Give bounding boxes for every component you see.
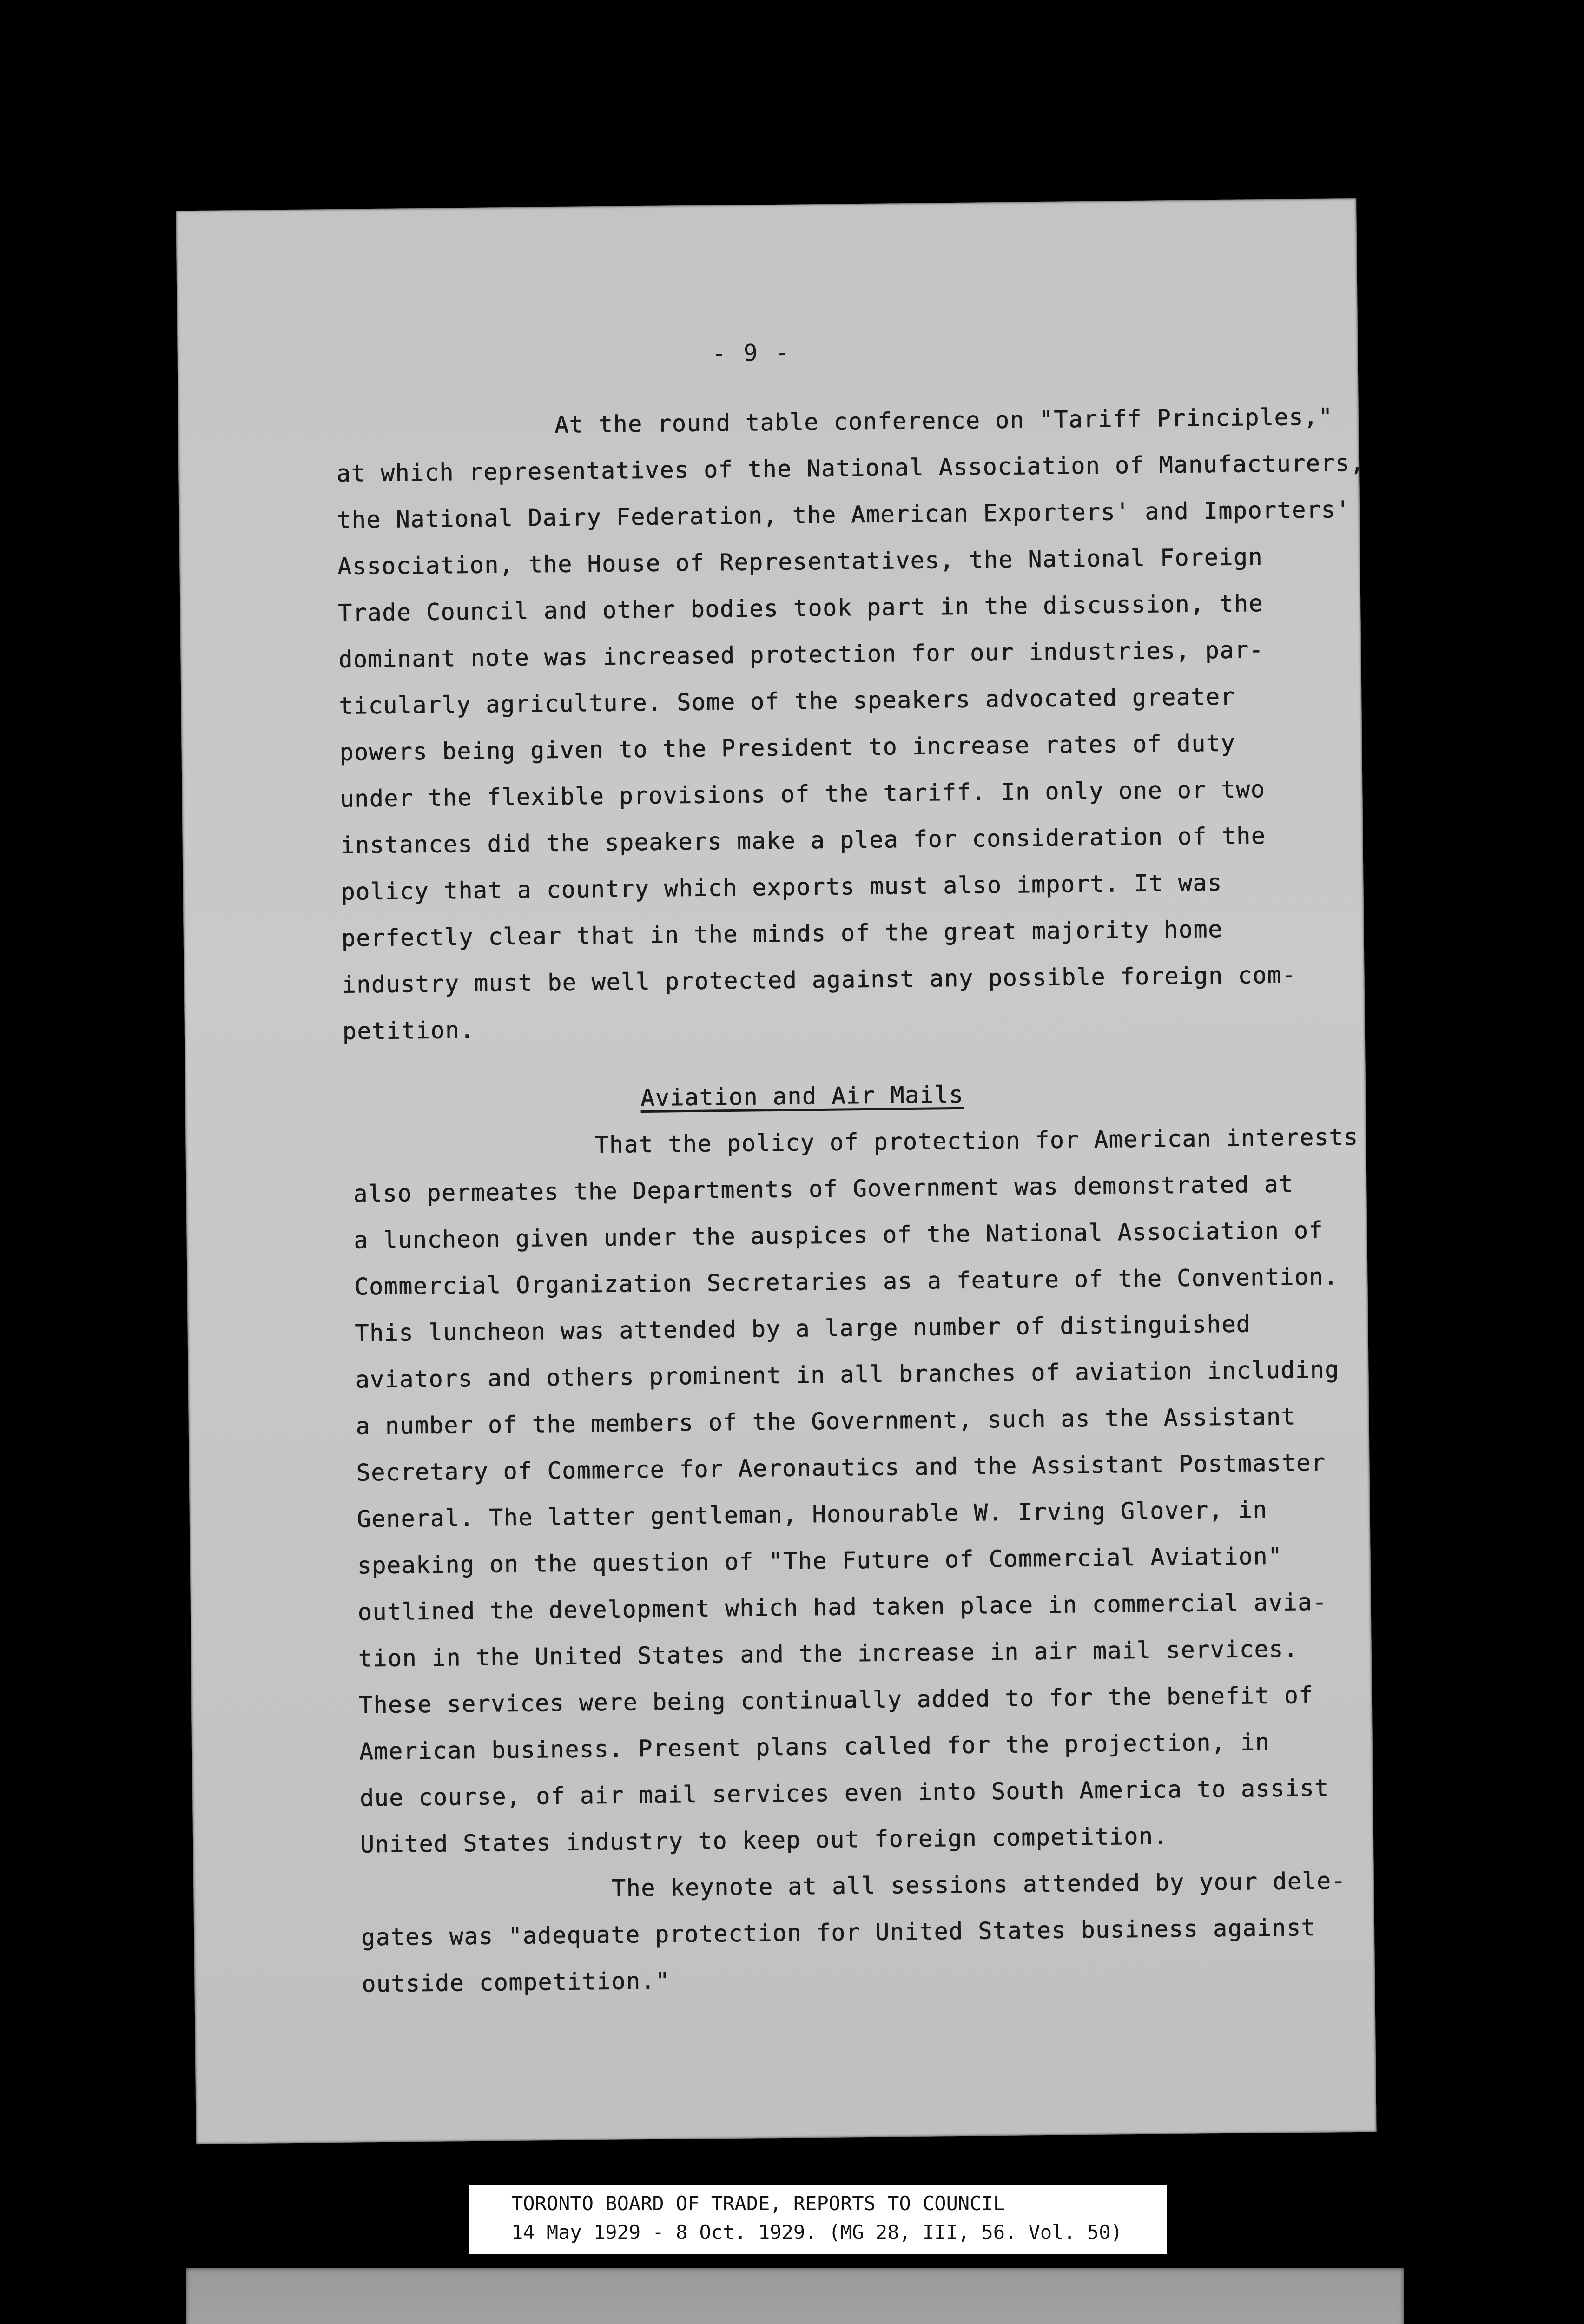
text-line: outlined the development which had taken place in commercial avia- [357, 1588, 1327, 1626]
text-line: industry must be well protected against any possible foreign com- [342, 961, 1297, 998]
text-line: tion in the United States and the increase in air mail services. [358, 1635, 1299, 1672]
text-line: This luncheon was attended by a large number of distinguished [355, 1310, 1251, 1347]
text-line: aviators and others prominent in all branches of aviation including [355, 1356, 1340, 1393]
text-line: instances did the speakers make a plea for consideration of the [340, 822, 1266, 859]
text-line: American business. Present plans called for the projection, in [359, 1728, 1270, 1765]
text-line: Association, the House of Representatives, the National Foreign [337, 543, 1263, 580]
text-line: perfectly clear that in the minds of the great majority home [341, 915, 1223, 952]
archive-caption [469, 2185, 1167, 2254]
text-line: That the policy of protection for American interests [594, 1123, 1359, 1159]
document-page [176, 198, 1376, 2144]
page-number: - 9 - [712, 339, 792, 367]
text-line: dominant note was increased protection for our industries, par- [338, 636, 1264, 673]
text-line: The keynote at all sessions attended by your dele- [611, 1867, 1346, 1902]
text-line: United States industry to keep out foreign competition. [360, 1822, 1168, 1858]
text-line: gates was "adequate protection for United States business against [361, 1914, 1316, 1951]
text-line: policy that a country which exports must also import. It was [341, 869, 1223, 905]
text-line: also permeates the Departments of Government was demonstrated at [353, 1170, 1294, 1208]
text-line: under the flexible provisions of the tariff. In only one or two [340, 775, 1266, 812]
text-line: a number of the members of the Government, such as the Assistant [356, 1403, 1296, 1440]
text-line: a luncheon given under the auspices of the National Association of [354, 1216, 1324, 1254]
text-line: These services were being continually added to for the benefit of [358, 1681, 1314, 1719]
text-line: at which representatives of the National Association of Manufacturers, [336, 449, 1365, 487]
text-line: ticularly agriculture. Some of the speakers advocated greater [339, 683, 1235, 720]
text-line: petition. [342, 1016, 475, 1045]
text-line: General. The latter gentleman, Honourable W. Irving Glover, in [356, 1496, 1268, 1533]
section-heading: Aviation and Air Mails [640, 1081, 964, 1112]
caption-line-2: 14 May 1929 - 8 Oct. 1929. (MG 28, III, 56. Vol. 50) [511, 2221, 1122, 2244]
text-line: the National Dairy Federation, the American Exporters' and Importers' [337, 495, 1351, 534]
archive-stamp [186, 2268, 1404, 2324]
text-line: Trade Council and other bodies took part in the discussion, the [338, 589, 1264, 627]
text-line: due course, of air mail services even into South America to assist [359, 1774, 1330, 1812]
text-line: Commercial Organization Secretaries as a feature of the Convention. [354, 1263, 1339, 1301]
text-line: powers being given to the President to increase rates of duty [339, 729, 1236, 766]
text-line: outside competition." [361, 1967, 671, 1998]
text-line: Secretary of Commerce for Aeronautics and the Assistant Postmaster [356, 1449, 1326, 1486]
caption-line-1: TORONTO BOARD OF TRADE, REPORTS TO COUNCIL [511, 2192, 1005, 2215]
text-line: speaking on the question of "The Future of Commercial Aviation" [357, 1542, 1283, 1579]
text-line: At the round table conference on "Tariff Principles," [554, 403, 1333, 438]
